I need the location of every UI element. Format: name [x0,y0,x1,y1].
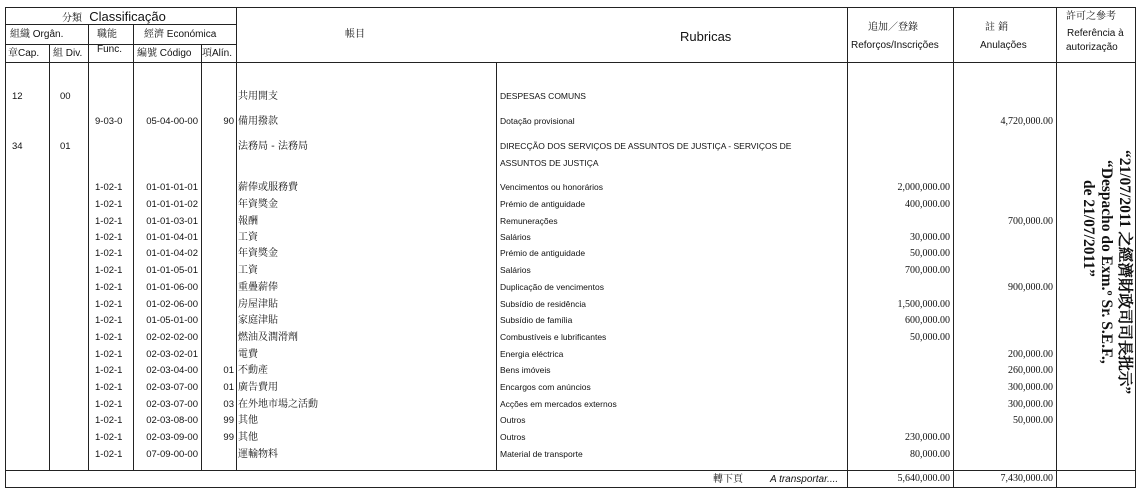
row-func: 1-02-1 [95,232,123,243]
row-codigo: 01-01-01-01 [146,182,198,193]
row-pt: DIRECÇÃO DOS SERVIÇOS DE ASSUNTOS DE JUSTIÇA - SERVIÇOS DE [500,141,792,151]
header-divisao: 組 Div. [53,48,83,59]
row-func: 1-02-1 [95,449,123,460]
header-economica: 經濟 Económica [144,29,217,40]
row-codigo: 01-01-06-00 [146,282,198,293]
footer-total-reforcos: 5,640,000.00 [897,473,950,484]
row-zh: 運輸物料 [238,449,278,460]
row-zh: 備用撥款 [238,116,278,127]
row-pt: Prémio de antiguidade [500,248,586,258]
row-func: 1-02-1 [95,382,123,393]
table-right-border [1135,7,1136,488]
row-codigo: 02-03-04-00 [146,365,198,376]
header-funcional-zh: 職能 [97,29,117,40]
row-zh: 燃油及潤滑劑 [238,332,298,343]
col-line-zh [496,62,497,470]
row-alin: 99 [223,432,234,443]
header-anulacoes-zh: 註 銷 [985,22,1009,33]
classif-rule [5,24,237,25]
row-codigo: 01-01-03-01 [146,216,198,227]
col-line-div [88,24,89,470]
col-line-rubricas [847,7,848,488]
row-func: 1-02-1 [95,282,123,293]
row-codigo: 02-03-07-00 [146,382,198,393]
header-reforcos-pt: Reforços/Inscrições [851,40,939,51]
row-alin: 90 [223,116,234,127]
row-pt: Material de transporte [500,449,583,459]
header-rubricas-zh: 帳目 [345,29,365,40]
row-pt: Dotação provisional [500,116,575,126]
row-pt: Encargos com anúncios [500,382,591,392]
row-func: 1-02-1 [95,332,123,343]
row-pt: Bens imóveis [500,365,551,375]
row-zh: 其他 [238,415,258,426]
row-func: 1-02-1 [95,299,123,310]
header-bottom-rule [5,62,1136,63]
row-codigo: 05-04-00-00 [146,116,198,127]
header-referencia-zh: 許可之參考 [1066,11,1116,22]
row-func: 9-03-0 [95,116,123,127]
row-alin: 03 [223,399,234,410]
row-anulacao: 4,720,000.00 [1000,116,1053,127]
row-reforco: 600,000.00 [905,315,950,326]
row-reforco: 50,000.00 [910,332,950,343]
footer-transportar-zh: 轉下頁 [713,474,743,485]
row-func: 1-02-1 [95,349,123,360]
col-line-func [133,24,134,470]
stamp-line-1: “21/07/2011 之經濟財政司司長批示” [1116,150,1133,395]
row-codigo: 02-03-02-01 [146,349,198,360]
row-pt: DESPESAS COMUNS [500,91,586,101]
row-codigo: 01-01-01-02 [146,199,198,210]
col-line-reforcos [953,7,954,488]
row-zh: 電費 [238,349,258,360]
row-zh: 工資 [238,232,258,243]
row-func: 1-02-1 [95,399,123,410]
row-zh: 重疊薪俸 [238,282,278,293]
row-zh: 房屋津貼 [238,299,278,310]
table-top-border [5,7,1136,8]
row-pt: Subsídio de residência [500,299,587,309]
row-zh: 法務局 - 法務局 [238,141,308,152]
footer-transportar-pt: A transportar.... [770,474,839,485]
header-rubricas-pt: Rubricas [680,29,732,44]
row-reforco: 50,000.00 [910,248,950,259]
row-div: 01 [60,141,71,152]
header-classificacao: 分類 Classificação [62,9,166,24]
row-pt: Energia eléctrica [500,349,564,359]
row-pt: Duplicação de vencimentos [500,282,604,292]
header-capitulo: 章Cap. [8,48,40,59]
stamp-line-2: “Despacho do Exm.º Sr. S.E.F., [1098,160,1115,364]
row-func: 1-02-1 [95,216,123,227]
row-codigo: 07-09-00-00 [146,449,198,460]
row-codigo: 02-03-07-00 [146,399,198,410]
table-left-border [5,7,6,488]
row-reforco: 400,000.00 [905,199,950,210]
row-func: 1-02-1 [95,315,123,326]
row-codigo: 01-05-01-00 [146,315,198,326]
row-alin: 01 [223,382,234,393]
row-cap: 34 [12,141,23,152]
row-reforco: 30,000.00 [910,232,950,243]
row-reforco: 2,000,000.00 [897,182,950,193]
row-func: 1-02-1 [95,182,123,193]
row-pt: Outros [500,432,526,442]
row-codigo: 01-01-04-02 [146,248,198,259]
row-pt: Subsídio de família [500,315,573,325]
row-reforco: 230,000.00 [905,432,950,443]
row-codigo: 01-01-05-01 [146,265,198,276]
row-zh: 年資獎金 [238,248,278,259]
header-codigo: 編號 Código [137,48,192,59]
row-pt-continued: ASSUNTOS DE JUSTIÇA [500,158,599,168]
footer-top-rule [5,470,1136,471]
row-pt: Combustíveis e lubrificantes [500,332,607,342]
row-anulacao: 50,000.00 [1013,415,1053,426]
row-func: 1-02-1 [95,265,123,276]
row-zh: 在外地市場之活動 [238,399,318,410]
row-zh: 薪俸或服務費 [238,182,298,193]
row-pt: Salários [500,232,531,242]
header-funcional-pt: Func. [97,44,123,55]
row-zh: 廣告費用 [238,382,278,393]
footer-total-anulacoes: 7,430,000.00 [1000,473,1053,484]
row-codigo: 02-02-02-00 [146,332,198,343]
row-pt: Salários [500,265,531,275]
row-div: 00 [60,91,71,102]
col-line-alin [236,7,237,470]
header-reforcos-zh: 追加／登錄 [868,22,918,33]
row-anulacao: 900,000.00 [1008,282,1053,293]
row-reforco: 1,500,000.00 [897,299,950,310]
header-alinea: 項Alín. [202,48,233,59]
row-zh: 共用開支 [238,91,278,102]
header-referencia-pt2: autorização [1066,42,1118,53]
row-reforco: 80,000.00 [910,449,950,460]
row-func: 1-02-1 [95,365,123,376]
row-func: 1-02-1 [95,199,123,210]
row-reforco: 700,000.00 [905,265,950,276]
header-referencia-pt1: Referência à [1067,28,1124,39]
row-alin: 99 [223,415,234,426]
row-zh: 年資獎金 [238,199,278,210]
row-zh: 報酬 [238,216,258,227]
row-codigo: 02-03-08-00 [146,415,198,426]
row-func: 1-02-1 [95,415,123,426]
header-organica: 組織 Orgân. [10,29,64,40]
row-func: 1-02-1 [95,248,123,259]
col-line-codigo [201,44,202,470]
row-codigo: 01-02-06-00 [146,299,198,310]
row-codigo: 02-03-09-00 [146,432,198,443]
row-func: 1-02-1 [95,432,123,443]
row-codigo: 01-01-04-01 [146,232,198,243]
table-bottom-border [5,487,1136,488]
row-pt: Remunerações [500,216,558,226]
row-zh: 家庭津貼 [238,315,278,326]
row-zh: 其他 [238,432,258,443]
row-pt: Outros [500,415,526,425]
row-anulacao: 200,000.00 [1008,349,1053,360]
header-anulacoes-pt: Anulações [980,40,1027,51]
authorization-stamp [1025,95,1135,395]
row-zh: 不動產 [238,365,268,376]
row-cap: 12 [12,91,23,102]
row-pt: Acções em mercados externos [500,399,617,409]
row-anulacao: 260,000.00 [1008,365,1053,376]
row-zh: 工資 [238,265,258,276]
stamp-line-3: de 21/07/2011” [1080,180,1097,277]
row-pt: Vencimentos ou honorários [500,182,604,192]
row-alin: 01 [223,365,234,376]
row-pt: Prémio de antiguidade [500,199,586,209]
row-anulacao: 300,000.00 [1008,382,1053,393]
row-anulacao: 700,000.00 [1008,216,1053,227]
col-line-cap [49,44,50,470]
row-anulacao: 300,000.00 [1008,399,1053,410]
